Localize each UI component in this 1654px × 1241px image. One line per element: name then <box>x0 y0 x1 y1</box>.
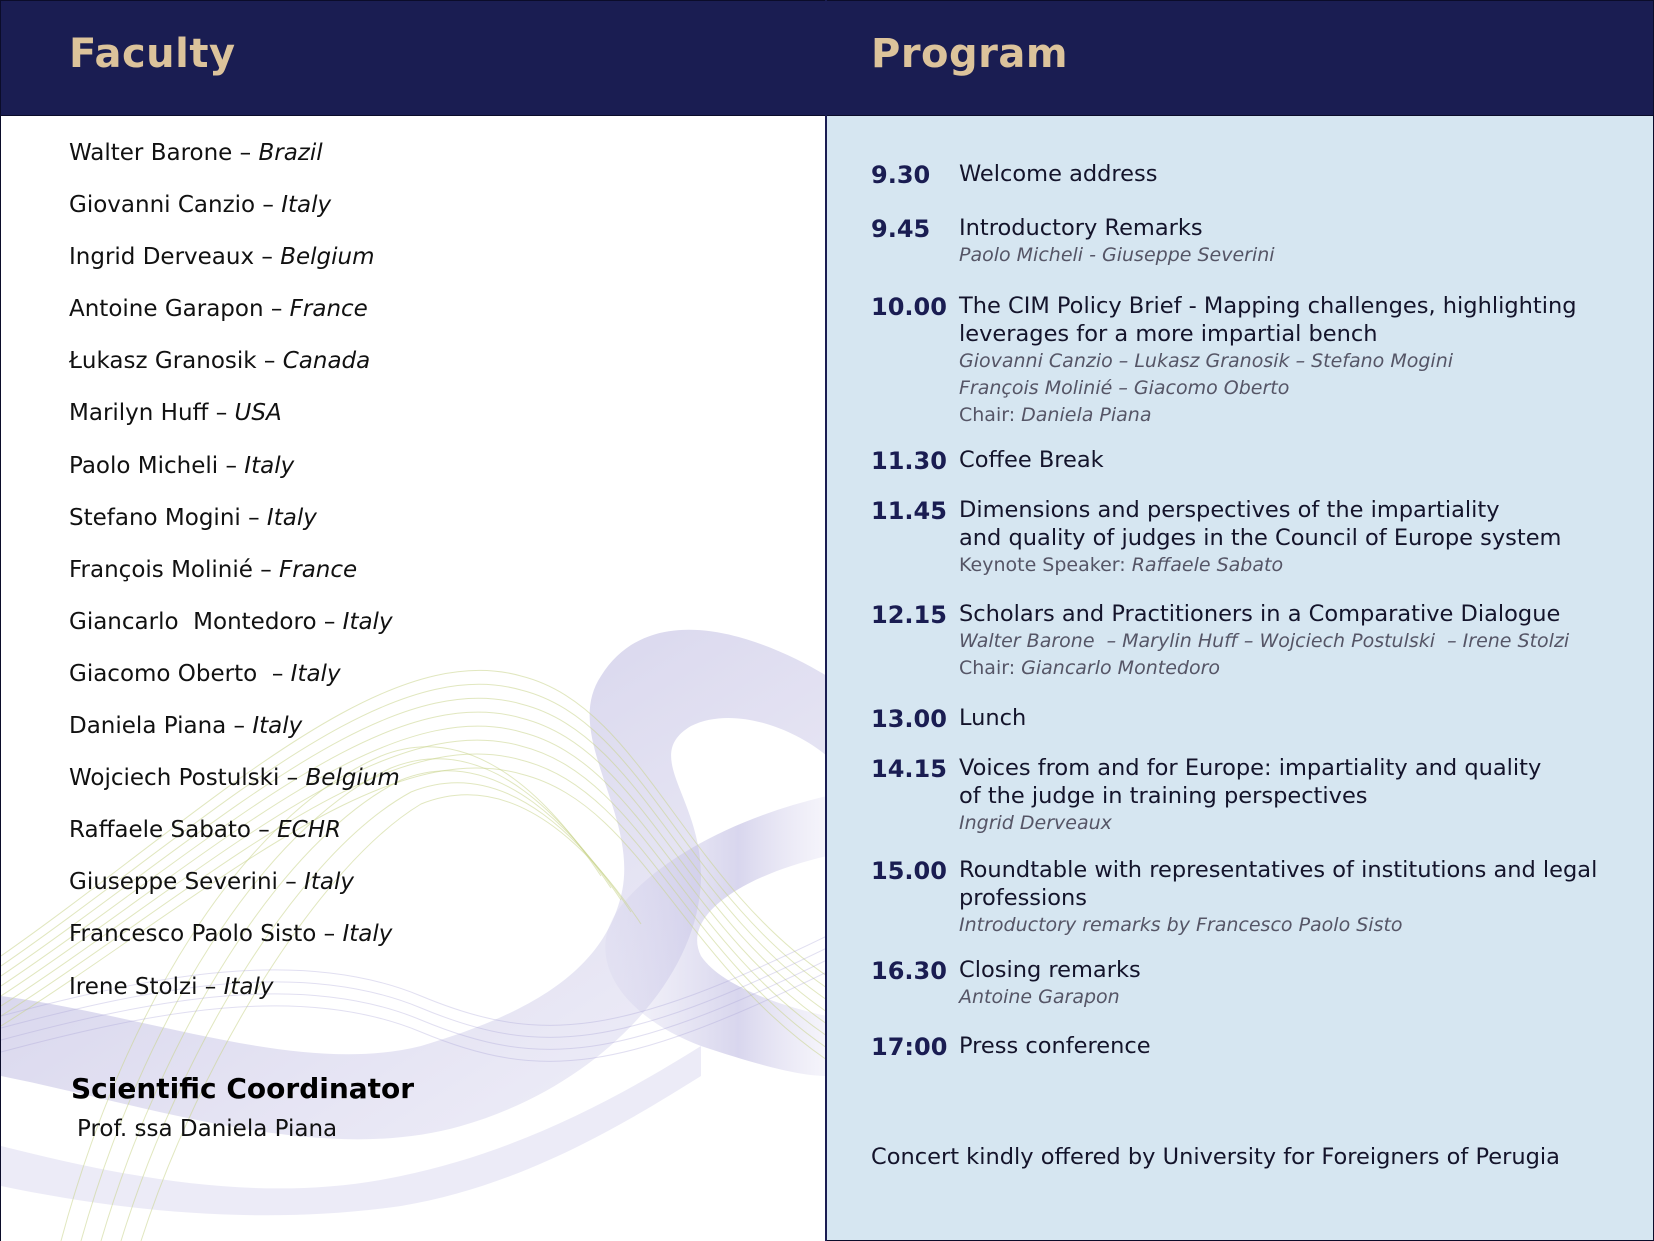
faculty-member: Walter Barone – Brazil <box>69 140 323 166</box>
center-fold-divider <box>825 0 827 1241</box>
event-time: 13.00 <box>871 705 947 733</box>
faculty-member: Daniela Piana – Italy <box>69 713 303 740</box>
program-panel <box>827 116 1654 1241</box>
event-time: 17:00 <box>871 1033 948 1061</box>
faculty-member: Paolo Micheli – Italy <box>69 452 295 479</box>
event-body <box>959 446 1649 474</box>
faculty-member: Irene Stolzi – Italy <box>69 973 274 1000</box>
event-title: Welcome address <box>959 161 1158 187</box>
event-speakers: Ingrid Derveaux <box>959 812 1112 834</box>
faculty-list <box>69 138 400 1024</box>
concert-note: Concert kindly offered by University for Foreigners of Perugia <box>871 1144 1560 1170</box>
event-body <box>959 956 1649 1011</box>
event-time: 16.30 <box>871 957 947 985</box>
event-speakers: Giovanni Canzio – Lukasz Granosik – Stefano Mogini <box>959 350 1454 372</box>
scientific-coordinator-title: Scientific Coordinator <box>71 1072 415 1105</box>
event-title: Closing remarks <box>959 957 1141 983</box>
event-time: 12.15 <box>871 601 947 629</box>
program-heading: Program <box>871 31 1069 77</box>
event-time: 9.30 <box>871 161 931 189</box>
faculty-member: Marilyn Huff – USA <box>69 400 282 427</box>
faculty-member: François Molinié – France <box>69 556 358 583</box>
event-title: Dimensions and perspectives of the impartiality <box>959 497 1500 523</box>
faculty-member: Antoine Garapon – France <box>69 296 368 323</box>
faculty-panel <box>0 116 826 1241</box>
event-time: 11.45 <box>871 497 947 525</box>
event-title: of the judge in training perspectives <box>959 783 1368 809</box>
faculty-member: Giacomo Oberto – Italy <box>69 660 341 687</box>
event-title: Voices from and for Europe: impartiality and quality <box>959 755 1542 781</box>
event-title: The CIM Policy Brief - Mapping challenges, highlighting <box>959 293 1577 319</box>
event-keynote: Keynote Speaker: Raffaele Sabato <box>959 554 1284 576</box>
scientific-coordinator-name: Prof. ssa Daniela Piana <box>77 1116 338 1142</box>
event-speakers: Paolo Micheli - Giuseppe Severini <box>959 244 1275 266</box>
event-body <box>959 704 1649 732</box>
event-body <box>959 214 1649 269</box>
faculty-member: Giovanni Canzio – Italy <box>69 192 332 219</box>
faculty-heading: Faculty <box>69 31 236 77</box>
event-title: Coffee Break <box>959 447 1104 473</box>
event-time: 14.15 <box>871 755 947 783</box>
event-body <box>959 754 1649 837</box>
faculty-member: Francesco Paolo Sisto – Italy <box>69 921 393 948</box>
event-chair: Chair: Giancarlo Montedoro <box>959 657 1221 679</box>
event-title: Scholars and Practitioners in a Comparative Dialogue <box>959 601 1561 627</box>
event-body <box>959 856 1649 939</box>
event-time: 15.00 <box>871 857 947 885</box>
event-speakers: François Molinié – Giacomo Oberto <box>959 377 1290 399</box>
faculty-member: Giancarlo Montedoro – Italy <box>69 608 393 635</box>
event-speakers: Walter Barone – Marylin Huff – Wojciech Postulski – Irene Stolzi <box>959 630 1570 652</box>
faculty-member: Wojciech Postulski – Belgium <box>69 765 400 792</box>
event-title: Introductory Remarks <box>959 215 1203 241</box>
event-title: Roundtable with representatives of institutions and legal <box>959 857 1598 883</box>
faculty-member: Ingrid Derveaux – Belgium <box>69 244 375 271</box>
event-body <box>959 160 1649 188</box>
event-body <box>959 600 1649 682</box>
event-title: Press conference <box>959 1033 1151 1059</box>
event-body <box>959 496 1649 579</box>
event-time: 10.00 <box>871 293 947 321</box>
program-header <box>826 0 1654 116</box>
event-speakers: Introductory remarks by Francesco Paolo Sisto <box>959 914 1403 936</box>
faculty-member: Raffaele Sabato – ECHR <box>69 817 341 844</box>
event-title: Lunch <box>959 705 1027 731</box>
event-body <box>959 1032 1649 1060</box>
faculty-member: Giuseppe Severini – Italy <box>69 869 354 896</box>
event-title: professions <box>959 885 1088 911</box>
event-time: 11.30 <box>871 447 947 475</box>
faculty-member: Stefano Mogini – Italy <box>69 504 317 531</box>
faculty-member: Łukasz Granosik – Canada <box>69 348 371 375</box>
event-time: 9.45 <box>871 215 931 243</box>
event-title: leverages for a more impartial bench <box>959 321 1378 347</box>
faculty-header <box>0 0 826 116</box>
event-title: and quality of judges in the Council of Europe system <box>959 525 1562 551</box>
event-body <box>959 292 1649 429</box>
event-chair: Chair: Daniela Piana <box>959 404 1152 426</box>
event-speakers: Antoine Garapon <box>959 986 1120 1008</box>
